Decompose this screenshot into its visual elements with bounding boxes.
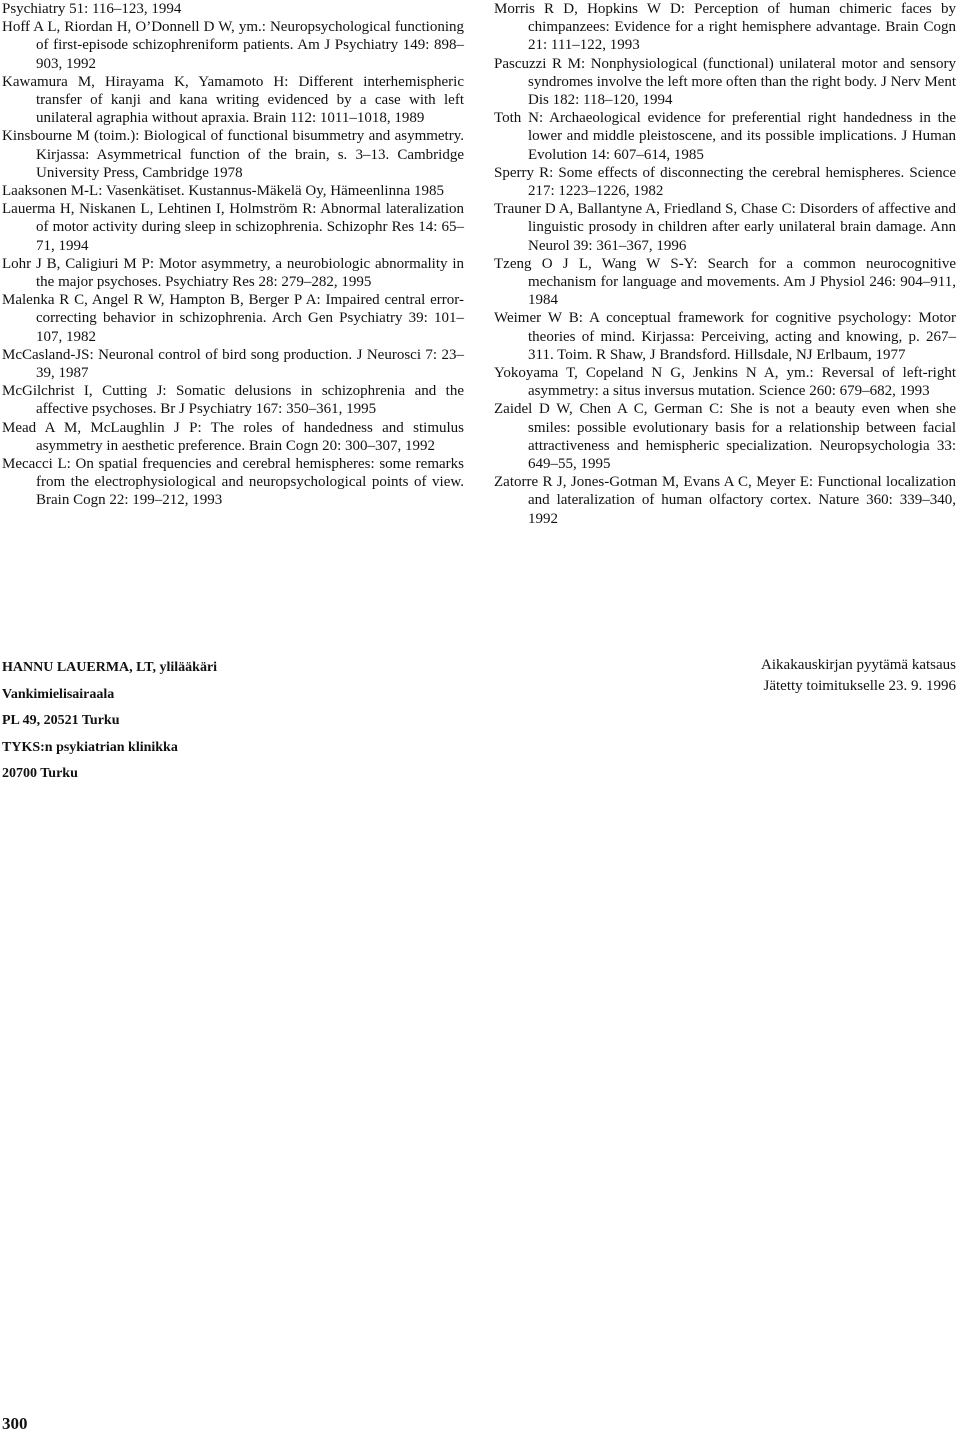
reference-entry: Mead A M, McLaughlin J P: The roles of handedness and stimulus asymmetry in aesthetic preference. Brain Cogn 20: 300–307, 1992 xyxy=(2,419,464,454)
author-affiliation: Vankimielisairaala xyxy=(2,686,115,702)
reference-entry: Lohr J B, Caligiuri M P: Motor asymmetry, a neurobiologic abnormality in the major psychoses. Psychiatry Res 28: 279–282, 1995 xyxy=(2,255,464,291)
reference-entry: Sperry R: Some effects of disconnecting the cerebral hemispheres. Science 217: 1223–1226, 1982 xyxy=(494,164,956,200)
submission-date: Jätetty toimitukselle 23. 9. 1996 xyxy=(763,678,956,694)
reference-entry: Toth N: Archaeological evidence for preferential right handedness in the lower and middle pleistoscene, and its possible implications. J Human Evolution 14: 607–614, 1985 xyxy=(494,110,956,163)
reference-entry: Yokoyama T, Copeland N G, Jenkins N A, ym.: Reversal of left-right asymmetry: a situs inversus mutation. Science 260: 679–682, 1993 xyxy=(494,365,956,400)
reference-entry: Morris R D, Hopkins W D: Perception of human chimeric faces by chimpanzees: Evidence for a right hemisphere advantage. Brain Cogn 21: 111–122, 1993 xyxy=(494,1,956,54)
author-affiliation: TYKS:n psykiatrian klinikka xyxy=(2,739,178,755)
reference-entry: McGilchrist I, Cutting J: Somatic delusions in schizophrenia and the affective psychoses. Br J Psychiatry 167: 350–361, 1995 xyxy=(2,383,464,418)
reference-column-left xyxy=(2,0,464,510)
review-info xyxy=(656,655,956,697)
reference-column-right xyxy=(494,0,956,528)
reference-entry: Weimer W B: A conceptual framework for cognitive psychology: Motor theories of mind. Kirjassa: Perceiving, acting and knowing, p. 267–311. Toim. R Shaw, J Brandsford. Hillsdale, NJ Erlbaum, 1977 xyxy=(494,310,956,363)
reference-entry: Psychiatry 51: 116–123, 1994 xyxy=(2,1,182,17)
page-number: 300 xyxy=(2,1414,28,1433)
author-name: HANNU LAUERMA, LT, ylilääkäri xyxy=(2,660,218,675)
author-address-block xyxy=(2,655,422,788)
review-type: Aikakauskirjan pyytämä katsaus xyxy=(761,657,956,673)
reference-entry: Zaidel D W, Chen A C, German C: She is not a beauty even when she smiles: possible evolutionary basis for a relationship between facial attractiveness and hemispheric specialization. Neuropsychologia 33: 649–55, 1995 xyxy=(494,401,956,473)
reference-entry: Malenka R C, Angel R W, Hampton B, Berger P A: Impaired central error-correcting behavior in schizophrenia. Arch Gen Psychiatry 39: 101–107, 1982 xyxy=(2,292,464,345)
reference-entry: McCasland-JS: Neuronal control of bird song production. J Neurosci 7: 23–39, 1987 xyxy=(2,346,464,382)
reference-entry: Pascuzzi R M: Nonphysiological (functional) unilateral motor and sensory syndromes involve the left more often than the right body. J Nerv Ment Dis 182: 118–120, 1994 xyxy=(494,55,956,109)
reference-entry: Laaksonen M-L: Vasenkätiset. Kustannus-Mäkelä Oy, Hämeenlinna 1985 xyxy=(2,183,444,200)
reference-entry: Hoff A L, Riordan H, O’Donnell D W, ym.: Neuropsychological functioning of first-episode schizophreniform patients. Am J Psychiatry 149: 898–903, 1992 xyxy=(2,19,464,72)
reference-entry: Mecacci L: On spatial frequencies and cerebral hemispheres: some remarks from the electrophysiological and neuropsychological points of view. Brain Cogn 22: 199–212, 1993 xyxy=(2,456,464,509)
reference-entry: Tzeng O J L, Wang W S-Y: Search for a common neurocognitive mechanism for language and movements. Am J Physiol 246: 904–911, 1984 xyxy=(494,255,956,309)
reference-entry: Trauner D A, Ballantyne A, Friedland S, Chase C: Disorders of affective and linguistic prosody in children after early unilateral brain damage. Ann Neurol 39: 361–367, 1996 xyxy=(494,201,956,254)
reference-entry: Zatorre R J, Jones-Gotman M, Evans A C, Meyer E: Functional localization and lateralization of human olfactory cortex. Nature 360: 339–340, 1992 xyxy=(494,474,956,527)
author-address: PL 49, 20521 Turku xyxy=(2,713,120,728)
reference-entry: Kawamura M, Hirayama K, Yamamoto H: Different interhemispheric transfer of kanji and kana writing evidenced by a case with left unilateral agraphia without apraxia. Brain 112: 1011–1018, 1989 xyxy=(2,73,464,127)
author-address: 20700 Turku xyxy=(2,766,78,781)
reference-entry: Kinsbourne M (toim.): Biological of functional bisummetry and asymmetry. Kirjassa: Asymmetrical function of the brain, s. 3–13. Cambridge University Press, Cambridge 1978 xyxy=(2,128,464,181)
reference-entry: Lauerma H, Niskanen L, Lehtinen I, Holmström R: Abnormal lateralization of motor activity during sleep in schizophrenia. Schizophr Res 14: 65–71, 1994 xyxy=(2,201,464,254)
